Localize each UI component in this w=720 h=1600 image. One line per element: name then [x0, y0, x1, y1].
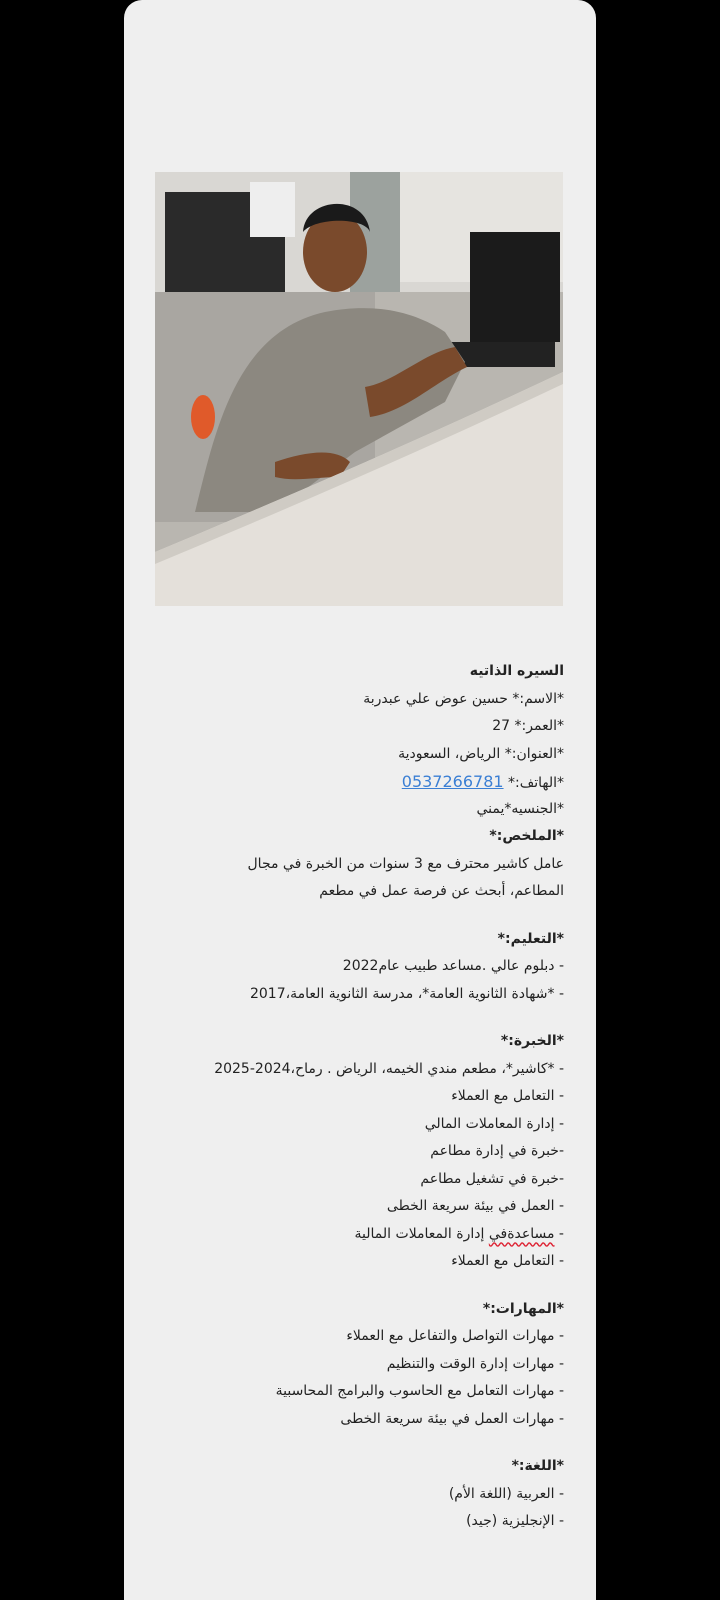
language-item: - الإنجليزية (جيد) [466, 1513, 564, 1529]
education-item: - *شهادة الثانوية العامة*، مدرسة الثانوية العامة،2017 [249, 985, 564, 1002]
summary-line: عامل كاشير محترف مع 3 سنوات من الخبرة في مجال [247, 855, 564, 872]
experience-item: - *كاشير*، مطعم مندي الخيمه، الرياض . رماح،2024-2025 [214, 1060, 564, 1077]
phone-label: *الهاتف:* [503, 775, 564, 791]
name-line: *الاسم:* حسين عوض علي عبدربة [363, 690, 564, 707]
experience-help-rest: إدارة المعاملات المالية [354, 1225, 489, 1242]
profile-photo [155, 172, 563, 606]
spellcheck-word[interactable]: مساعدةفي [488, 1225, 555, 1242]
education-heading: *التعليم:* [497, 930, 564, 947]
summary-heading: *الملخص:* [489, 828, 564, 844]
age-line: *العمر:* 27 [492, 718, 564, 734]
skills-heading: *المهارات:* [482, 1300, 564, 1317]
language-heading: *اللغة:* [511, 1458, 564, 1474]
experience-item: - إدارة المعاملات المالي [424, 1115, 564, 1132]
phone-line [150, 768, 564, 796]
phone-link[interactable]: 0537266781 [401, 772, 504, 791]
nationality-line: *الجنسيه*يمني [476, 800, 564, 817]
experience-item: -خبرة في تشغيل مطاعم [420, 1170, 564, 1187]
summary-line: المطاعم، أبحث عن فرصة عمل في مطعم [319, 883, 564, 899]
profile-photo-illustration [155, 172, 563, 606]
experience-heading: *الخبرة:* [500, 1033, 564, 1049]
skill-item: - مهارات إدارة الوقت والتنظيم [386, 1355, 564, 1372]
experience-item: - التعامل مع العملاء [451, 1088, 564, 1104]
skill-item: - مهارات التعامل مع الحاسوب والبرامج المحاسبية [275, 1383, 564, 1399]
cv-title: السيره الذاتيه [469, 663, 564, 679]
language-item: - العربية (اللغة الأم) [448, 1485, 564, 1502]
skill-item: - مهارات التواصل والتفاعل مع العملاء [346, 1328, 564, 1344]
cv-content [150, 658, 564, 1536]
education-item: - دبلوم عالي .مساعد طبيب عام2022 [342, 958, 564, 974]
address-line: *العنوان:* الرياض، السعودية [398, 745, 564, 762]
experience-item: - العمل في بيئة سريعة الخطى [386, 1198, 564, 1214]
experience-help-prefix: - [554, 1225, 564, 1242]
skill-item: - مهارات العمل في بيئة سريعة الخطى [340, 1410, 564, 1427]
experience-item: -خبرة في إدارة مطاعم [430, 1143, 564, 1159]
experience-item: - التعامل مع العملاء [451, 1253, 564, 1269]
experience-item [150, 1221, 564, 1249]
